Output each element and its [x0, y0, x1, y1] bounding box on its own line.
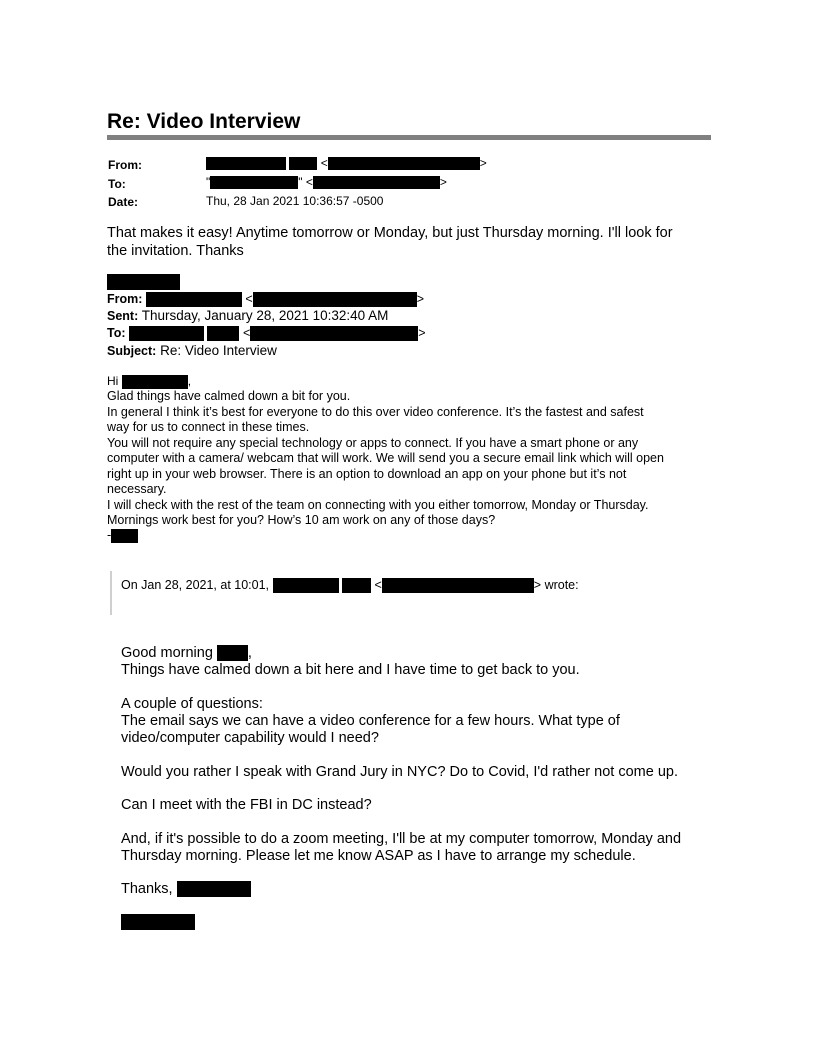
original-attribution [121, 578, 579, 593]
quoted-body-line: You will not require any special technology or apps to connect. If you have a smart phone or any [107, 435, 639, 450]
redacted-block [207, 326, 239, 341]
original-body-line: Would you rather I speak with Grand Jury in NYC? Do to Covid, I'd rather not come up. [121, 764, 678, 780]
from-label: From: [108, 158, 142, 172]
redacted-signature [107, 274, 180, 290]
quoted-body-line: computer with a camera/ webcam that will work. We will send you a secure email link which will open [107, 451, 664, 465]
greeting-hi: Hi [107, 374, 119, 388]
redacted-block [129, 326, 204, 341]
from-lt: < [320, 156, 328, 170]
email-subject-title: Re: Video Interview [107, 110, 301, 133]
quoted-greeting [107, 374, 191, 389]
from-gt: > [479, 156, 487, 170]
quoted-subject-line [107, 343, 277, 358]
to-label: To: [108, 177, 126, 191]
signoff-dash: - [107, 528, 112, 542]
quoted-body-line: necessary. [107, 482, 167, 496]
quoted-body-line: right up in your web browser. There is an option to download an app on your phone but it’s not [107, 466, 627, 481]
quote-bar [110, 571, 112, 615]
quoted-body-line: I will check with the rest of the team on connecting with you either tomorrow, Monday or Thursday. [107, 497, 649, 512]
original-body-line: And, if it's possible to do a zoom meeting, I'll be at my computer tomorrow, Monday and [121, 831, 682, 847]
from-value [206, 156, 487, 170]
quoted-body-line: In general I think it’s best for everyone to do this over video conference. It’s the fastest and safest [107, 404, 644, 419]
original-greeting [121, 644, 252, 662]
attribution-lt: < [374, 578, 382, 592]
greeting-text: Good morning [121, 645, 213, 661]
attribution-suffix: > wrote: [533, 578, 579, 592]
quoted-sent-value: Thursday, January 28, 2021 10:32:40 AM [141, 308, 389, 323]
redacted-signature [121, 914, 195, 930]
redacted-block [250, 326, 418, 341]
original-body-line: The email says we can have a video conference for a few hours. What type of [121, 713, 620, 729]
redacted-block [146, 292, 242, 307]
original-thanks [121, 880, 251, 898]
redacted-block [177, 881, 251, 897]
quoted-subject-value: Re: Video Interview [160, 343, 277, 358]
date-value: Thu, 28 Jan 2021 10:36:57 -0500 [206, 194, 384, 208]
redacted-block [122, 375, 188, 389]
quoted-body-line: way for us to connect in these times. [107, 420, 310, 434]
to-quote-open: " [206, 175, 211, 189]
quoted-from-lt: < [245, 292, 253, 306]
to-value [206, 175, 447, 189]
original-body-line: A couple of questions: [121, 696, 263, 712]
quoted-from-line [107, 292, 424, 308]
redacted-block [289, 157, 317, 170]
quoted-to-lt: < [242, 326, 251, 340]
quoted-body-line: Glad things have calmed down a bit for you. [107, 389, 351, 403]
original-body-line: Things have calmed down a bit here and I have time to get back to you. [121, 662, 580, 678]
redacted-block [342, 578, 371, 593]
quoted-sent-label: Sent: [107, 309, 139, 323]
quoted-from-gt: > [416, 292, 425, 306]
quoted-to-label: To: [107, 326, 126, 340]
thanks-text: Thanks, [121, 881, 173, 897]
date-label: Date: [108, 195, 139, 209]
redacted-block [313, 176, 440, 189]
reply-body-line: That makes it easy! Anytime tomorrow or Monday, but just Thursday morning. I'll look for [107, 225, 673, 241]
quoted-signoff [107, 528, 138, 544]
redacted-block [273, 578, 339, 593]
quoted-to-gt: > [418, 326, 426, 340]
original-body-line: Thursday morning. Please let me know ASAP as I have to arrange my schedule. [121, 848, 636, 864]
attribution-prefix: On Jan 28, 2021, at 10:01, [121, 578, 270, 592]
redacted-block [206, 157, 286, 170]
to-quote-close: " < [298, 175, 313, 189]
original-body-line: Can I meet with the FBI in DC instead? [121, 797, 372, 813]
redacted-block [217, 645, 248, 661]
redacted-block [210, 176, 298, 189]
quoted-sent-line [107, 308, 388, 323]
to-gt: > [439, 175, 447, 189]
redacted-block [382, 578, 534, 593]
title-divider [107, 135, 711, 140]
quoted-to-line [107, 326, 426, 342]
reply-body-line: the invitation. Thanks [107, 243, 244, 259]
redacted-block [253, 292, 417, 307]
original-body-line: video/computer capability would I need? [121, 730, 379, 746]
greeting-comma: , [187, 374, 192, 388]
redacted-block [328, 157, 480, 170]
quoted-from-label: From: [107, 292, 143, 306]
redacted-block [111, 529, 138, 543]
quoted-subject-label: Subject: [107, 344, 157, 358]
quoted-body-line: Mornings work best for you? How’s 10 am work on any of those days? [107, 513, 496, 527]
greeting-comma: , [247, 645, 252, 661]
